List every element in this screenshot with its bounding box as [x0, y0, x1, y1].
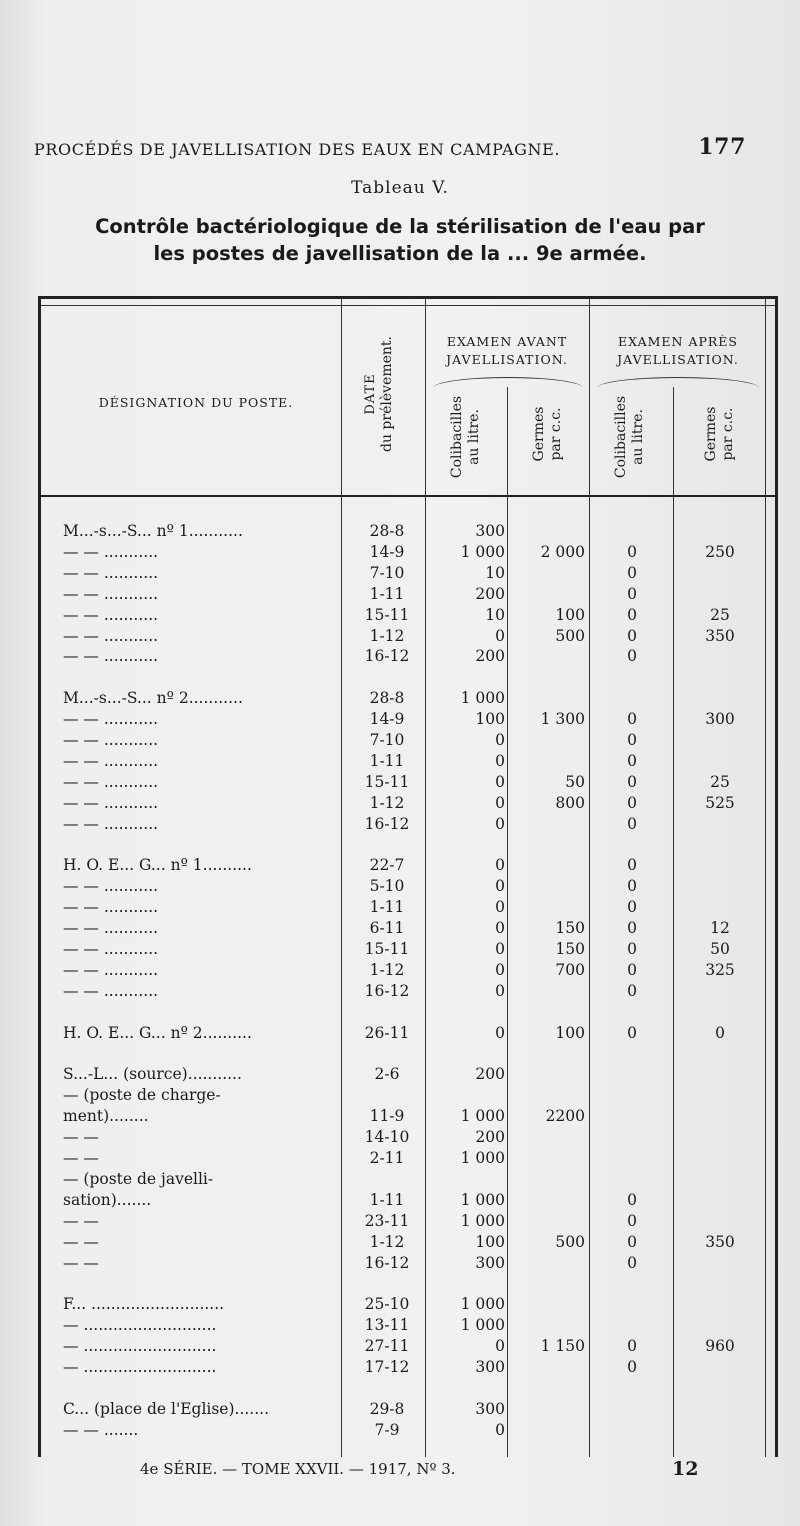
germ-before-cell: 2200	[545, 1107, 585, 1126]
designation-cell: — — ...........	[63, 981, 159, 1000]
date-cell: 14-9	[369, 710, 405, 729]
table-row	[41, 730, 775, 751]
designation-cell: — —	[63, 1232, 99, 1251]
date-cell: 14-9	[369, 542, 405, 561]
designation-cell: — — ...........	[63, 960, 159, 979]
designation-cell: — (poste de charge-	[63, 1086, 221, 1105]
before-group-header: EXAMEN AVANT JAVELLISATION.	[446, 334, 568, 367]
designation-cell: — — ...........	[63, 940, 159, 958]
coli-after-cell: 0	[627, 563, 637, 582]
designation-cell: — — ...........	[63, 877, 159, 896]
designation-cell: — — ...........	[63, 772, 159, 791]
designation-cell: — — ...........	[63, 793, 159, 812]
coli-after-cell: 0	[627, 710, 637, 729]
coli-before-cell: 0	[495, 731, 505, 749]
date-cell: 7-10	[369, 563, 405, 582]
table-row	[41, 1336, 775, 1357]
date-header-line-1: DATE	[363, 373, 378, 415]
designation-header: DÉSIGNATION DU POSTE.	[98, 395, 294, 410]
date-cell: 16-12	[364, 981, 410, 1000]
germ-after-header	[703, 389, 737, 479]
coli-before-cell: 200	[475, 647, 505, 666]
table-row	[41, 1064, 775, 1085]
designation-cell: S...-L... (source)...........	[63, 1065, 242, 1084]
table-row	[41, 1420, 775, 1441]
designation-cell: — —	[63, 1211, 99, 1230]
date-cell: 28-8	[369, 689, 405, 708]
coli-after-cell: 0	[627, 1232, 637, 1251]
table-row	[41, 1211, 775, 1232]
date-cell: 1-12	[369, 960, 405, 979]
caption-line-1: Contrôle bactériologique de la stérilisation de l'eau par	[95, 215, 705, 238]
sheet-number: 12	[672, 1458, 699, 1480]
date-cell: 14-10	[364, 1128, 410, 1147]
coli-before-cell: 1 000	[460, 1295, 505, 1314]
table-row	[41, 1273, 775, 1294]
table-row	[41, 563, 775, 584]
date-cell: 22-7	[369, 856, 405, 875]
coli-after-line-1: Colibacilles	[613, 395, 629, 479]
coli-before-cell: 0	[495, 626, 505, 645]
designation-cell: — ...........................	[63, 1358, 217, 1376]
coli-before-line-1: Colibacilles	[449, 395, 465, 479]
table-row	[41, 1169, 775, 1190]
coli-before-cell: 0	[495, 856, 505, 875]
date-cell: 7-10	[369, 731, 405, 749]
date-cell: 1-12	[369, 626, 405, 645]
coli-before-cell: 100	[475, 710, 505, 729]
table-row	[41, 646, 775, 667]
table-row	[41, 1399, 775, 1420]
germ-before-cell: 500	[555, 1232, 585, 1251]
coli-before-cell: 0	[495, 772, 505, 791]
date-cell: 16-12	[364, 814, 410, 833]
table-row	[41, 709, 775, 730]
coli-before-cell: 10	[485, 605, 505, 624]
designation-cell: — — ...........	[63, 584, 159, 603]
table-row	[41, 626, 775, 647]
coli-before-cell: 0	[495, 919, 505, 938]
coli-before-cell: 300	[475, 522, 505, 540]
germ-after-cell: 12	[710, 919, 730, 938]
designation-cell: — ...........................	[63, 1337, 217, 1356]
coli-before-line-2: au litre.	[466, 409, 482, 465]
germ-after-cell: 50	[710, 940, 730, 958]
date-cell: 17-12	[364, 1358, 410, 1376]
coli-before-cell: 1 000	[460, 1316, 505, 1335]
coli-before-header	[449, 387, 483, 487]
designation-cell: ment)........	[63, 1107, 149, 1126]
designation-cell: — — ...........	[63, 605, 159, 624]
designation-cell: M...-s...-S... nº 1...........	[63, 522, 243, 540]
designation-cell: — — ...........	[63, 563, 159, 582]
table-row	[41, 1190, 775, 1211]
germ-after-cell: 525	[705, 793, 735, 812]
coli-before-cell: 300	[475, 1358, 505, 1376]
date-cell: 15-11	[364, 940, 410, 958]
date-header	[362, 329, 396, 459]
coli-before-cell: 0	[495, 898, 505, 917]
designation-cell: — — ...........	[63, 647, 159, 666]
table-row	[41, 1127, 775, 1148]
coli-after-cell: 0	[627, 584, 637, 603]
designation-cell: C... (place de l'Eglise).......	[63, 1399, 270, 1418]
coli-before-cell: 0	[495, 814, 505, 833]
table-row	[41, 1106, 775, 1127]
germ-after-cell: 250	[705, 542, 735, 561]
germ-before-cell: 700	[555, 960, 585, 979]
germ-after-cell: 25	[710, 605, 730, 624]
coli-before-cell: 1 000	[460, 1190, 505, 1209]
table-row	[41, 939, 775, 960]
germ-before-cell: 1 150	[540, 1337, 585, 1356]
page-number: 177	[698, 134, 746, 160]
date-cell: 15-11	[364, 605, 410, 624]
table-row	[41, 1378, 775, 1399]
designation-cell: — — ...........	[63, 898, 159, 917]
table-row	[41, 542, 775, 563]
germ-before-line-2: par c.c.	[548, 407, 564, 461]
germ-before-header	[531, 389, 565, 479]
germ-after-cell: 960	[705, 1337, 735, 1356]
germ-after-line-1: Germes	[703, 406, 719, 462]
coli-after-cell: 0	[627, 814, 637, 833]
table-row	[41, 981, 775, 1002]
designation-cell: H. O. E... G... nº 2..........	[63, 1023, 252, 1042]
table-row	[41, 1253, 775, 1274]
germ-after-cell: 350	[705, 1232, 735, 1251]
coli-before-cell: 0	[495, 1023, 505, 1042]
germ-before-line-1: Germes	[531, 406, 547, 462]
table-row	[41, 897, 775, 918]
date-cell: 16-12	[364, 647, 410, 666]
germ-before-cell: 150	[555, 919, 585, 938]
coli-after-cell: 0	[627, 877, 637, 896]
germ-before-cell: 150	[555, 940, 585, 958]
designation-cell: — — ...........	[63, 919, 159, 938]
coli-after-cell: 0	[627, 1211, 637, 1230]
germ-after-cell: 25	[710, 772, 730, 791]
date-cell: 1-11	[369, 584, 405, 603]
germ-after-line-2: par c.c.	[720, 407, 736, 461]
table-row	[41, 751, 775, 772]
coli-before-cell: 0	[495, 1337, 505, 1356]
designation-cell: — —	[63, 1253, 99, 1272]
designation-cell: — — ...........	[63, 731, 159, 749]
coli-after-cell: 0	[627, 647, 637, 666]
coli-after-cell: 0	[627, 793, 637, 812]
coli-before-cell: 0	[495, 751, 505, 770]
table-caption	[40, 213, 760, 267]
date-cell: 1-11	[369, 751, 405, 770]
designation-cell: — — ...........	[63, 542, 159, 561]
coli-after-cell: 0	[627, 960, 637, 979]
coli-after-cell: 0	[627, 981, 637, 1000]
table-row	[41, 1002, 775, 1023]
coli-before-cell: 100	[475, 1232, 505, 1251]
germ-after-cell: 350	[705, 626, 735, 645]
date-cell: 1-11	[369, 898, 405, 917]
table-row	[41, 521, 775, 542]
date-cell: 29-8	[369, 1399, 405, 1418]
date-cell: 1-12	[369, 793, 405, 812]
date-cell: 16-12	[364, 1253, 410, 1272]
germ-after-cell: 0	[715, 1023, 725, 1042]
data-table	[38, 296, 778, 1457]
series-line: 4e SÉRIE. — TOME XXVII. — 1917, Nº 3.	[140, 1460, 456, 1478]
table-row	[41, 1357, 775, 1378]
date-cell: 5-10	[369, 877, 405, 896]
date-cell: 7-9	[374, 1420, 400, 1439]
date-cell: 13-11	[364, 1316, 410, 1335]
date-cell: 11-9	[369, 1107, 405, 1126]
coli-after-line-2: au litre.	[630, 409, 646, 465]
designation-cell: — — ...........	[63, 626, 159, 645]
coli-before-cell: 0	[495, 940, 505, 958]
caption-line-2: les postes de javellisation de la ... 9e armée.	[153, 242, 647, 265]
coli-after-cell: 0	[627, 919, 637, 938]
coli-before-cell: 200	[475, 584, 505, 603]
coli-before-cell: 1 000	[460, 1211, 505, 1230]
designation-cell: — — .......	[63, 1420, 139, 1439]
designation-cell: — — ...........	[63, 710, 159, 729]
designation-cell: M...-s...-S... nº 2...........	[63, 689, 243, 708]
coli-after-cell: 0	[627, 1190, 637, 1209]
designation-cell: F... ...........................	[63, 1295, 225, 1314]
date-cell: 1-11	[369, 1190, 405, 1209]
coli-after-cell: 0	[627, 626, 637, 645]
date-cell: 28-8	[369, 522, 405, 540]
table-row	[41, 814, 775, 835]
table-row	[41, 1023, 775, 1044]
coli-before-cell: 1 000	[460, 542, 505, 561]
after-group-header: EXAMEN APRÈS JAVELLISATION.	[617, 334, 739, 367]
coli-before-cell: 0	[495, 1420, 505, 1439]
table-row	[41, 1085, 775, 1106]
coli-after-cell: 0	[627, 772, 637, 791]
designation-cell: sation).......	[63, 1190, 152, 1209]
germ-after-cell: 325	[705, 960, 735, 979]
table-row	[41, 793, 775, 814]
table-label: Tableau V.	[351, 178, 449, 198]
germ-before-cell: 100	[555, 1023, 585, 1042]
table-row	[41, 667, 775, 688]
table-row	[41, 876, 775, 897]
coli-before-cell: 1 000	[460, 1107, 505, 1126]
coli-before-cell: 0	[495, 960, 505, 979]
germ-before-cell: 1 300	[540, 710, 585, 729]
table-row	[41, 605, 775, 626]
table-row	[41, 1294, 775, 1315]
germ-before-cell: 100	[555, 605, 585, 624]
date-cell: 1-12	[369, 1232, 405, 1251]
coli-after-cell: 0	[627, 542, 637, 561]
coli-after-header	[613, 387, 647, 487]
germ-after-cell: 300	[705, 710, 735, 729]
coli-after-cell: 0	[627, 731, 637, 749]
coli-after-cell: 0	[627, 1358, 637, 1376]
date-cell: 2-6	[374, 1065, 400, 1084]
table-row	[41, 918, 775, 939]
germ-before-cell: 500	[555, 626, 585, 645]
running-head	[34, 134, 746, 160]
table-row	[41, 688, 775, 709]
designation-cell: — ...........................	[63, 1316, 217, 1335]
designation-cell: — (poste de javelli-	[63, 1169, 214, 1188]
header-bottom-rule	[41, 495, 775, 497]
designation-cell: H. O. E... G... nº 1..........	[63, 856, 252, 875]
germ-before-cell: 2 000	[540, 542, 585, 561]
coli-after-cell: 0	[627, 940, 637, 958]
table-row	[41, 1148, 775, 1169]
date-cell: 6-11	[369, 919, 405, 938]
table-row	[41, 1044, 775, 1065]
coli-after-cell: 0	[627, 1337, 637, 1356]
coli-before-cell: 0	[495, 877, 505, 896]
header-top-rule	[41, 305, 775, 306]
designation-cell: — — ...........	[63, 751, 159, 770]
coli-before-cell: 300	[475, 1253, 505, 1272]
date-header-line-2: du prélèvement.	[379, 336, 395, 452]
table-row	[41, 855, 775, 876]
date-cell: 27-11	[364, 1337, 410, 1356]
coli-before-cell: 200	[475, 1065, 505, 1084]
designation-cell: — — ...........	[63, 814, 159, 833]
coli-before-cell: 1 000	[460, 689, 505, 708]
germ-before-cell: 800	[555, 793, 585, 812]
date-cell: 15-11	[364, 772, 410, 791]
coli-after-cell: 0	[627, 1253, 637, 1272]
coli-before-cell: 0	[495, 793, 505, 812]
designation-cell: — —	[63, 1128, 99, 1147]
designation-cell: — —	[63, 1149, 99, 1167]
coli-before-cell: 1 000	[460, 1149, 505, 1167]
date-cell: 23-11	[364, 1211, 410, 1230]
table-row	[41, 835, 775, 856]
germ-before-cell: 50	[565, 772, 585, 791]
coli-after-cell: 0	[627, 898, 637, 917]
table-row	[41, 772, 775, 793]
coli-before-cell: 300	[475, 1399, 505, 1418]
date-cell: 2-11	[369, 1149, 405, 1167]
coli-after-cell: 0	[627, 751, 637, 770]
date-cell: 26-11	[364, 1023, 410, 1042]
coli-before-cell: 10	[485, 563, 505, 582]
coli-after-cell: 0	[627, 605, 637, 624]
date-cell: 25-10	[364, 1295, 410, 1314]
coli-before-cell: 0	[495, 981, 505, 1000]
coli-before-cell: 200	[475, 1128, 505, 1147]
table-row	[41, 960, 775, 981]
table-row	[41, 1315, 775, 1336]
coli-after-cell: 0	[627, 1023, 637, 1042]
table-row	[41, 584, 775, 605]
table-row	[41, 1232, 775, 1253]
running-title: PROCÉDÉS DE JAVELLISATION DES EAUX EN CAMPAGNE.	[34, 140, 561, 159]
coli-after-cell: 0	[627, 856, 637, 875]
